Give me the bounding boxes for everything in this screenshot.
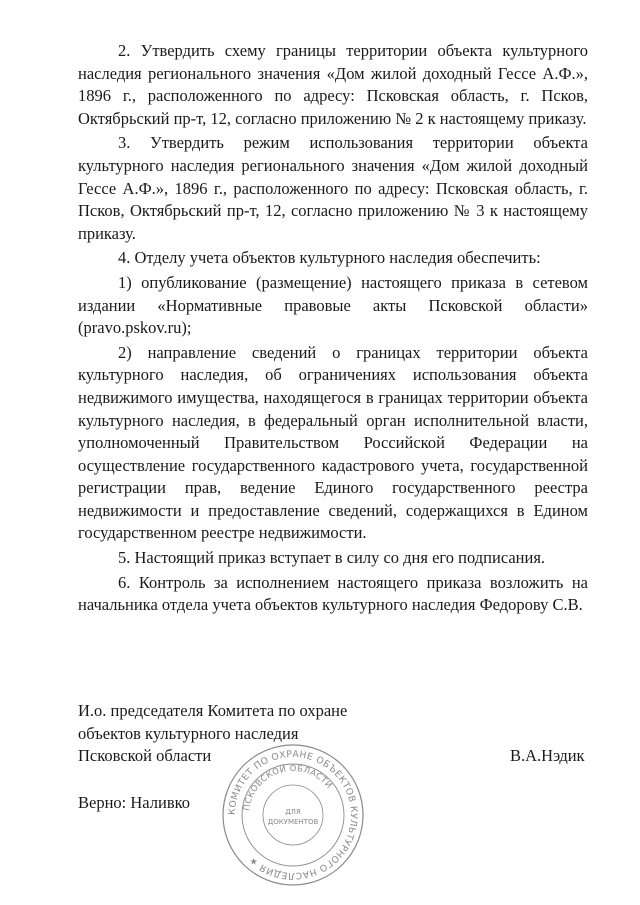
certified-copy-note: Верно: Наливко	[78, 793, 191, 812]
seal-center-line-2: ДОКУМЕНТОВ	[267, 818, 319, 826]
order-body	[78, 40, 588, 619]
paragraph-send-information: 2) направление сведений о границах территории объекта культурного наследия, об ограничениях использования объекта недвижимого имущества, находящегося в границах территории объекта культурного наследия, в федеральный орган исполнительной власти, уполномоченный Правительством Российской Федерации на осуществление государственного кадастрового учета, государственной регистрации прав, ведение Единого государственного реестра недвижимости и предоставление сведений, содержащихся в Едином государственном реестре недвижимости.	[78, 342, 588, 543]
signer-position-line-1: И.о. председателя Комитета по охране	[78, 701, 348, 720]
paragraph-control: 6. Контроль за исполнением настоящего приказа возложить на начальника отдела учета объектов культурного наследия Федорову С.В.	[78, 572, 588, 615]
seal-graphic	[218, 740, 368, 890]
seal-outer-text: КОМИТЕТ ПО ОХРАНЕ ОБЪЕКТОВ КУЛЬТУРНОГО НАСЛЕДИЯ ★	[226, 748, 360, 882]
signer-position-line-2: объектов культурного наследия	[78, 723, 299, 743]
signer-name: В.А.Нэдик	[510, 746, 585, 765]
paragraph-department-tasks: 4. Отделу учета объектов культурного наследия обеспечить:	[118, 248, 541, 268]
signer-position-line-3: Псковской области	[78, 746, 212, 766]
paragraph-publication: 1) опубликование (размещение) настоящего приказа в сетевом издании «Нормативные правовые акты Псковской области» (pravo.pskov.ru);	[78, 272, 588, 338]
seal-inner-text: ПСКОВСКОЙ ОБЛАСТИ	[241, 762, 335, 812]
paragraph-approve-boundary-scheme: 2. Утвердить схему границы территории объекта культурного наследия регионального значения «Дом жилой доходный Гессе А.Ф.», 1896 г., расположенного по адресу: Псковская область, г. Псков, Октябрьский пр-т, 12, согласно приложению № 2 к настоящему приказу.	[78, 41, 588, 128]
paragraph-effective-date: 5. Настоящий приказ вступает в силу со дня его подписания.	[118, 548, 546, 568]
official-seal-stamp	[218, 740, 368, 890]
seal-center-line-1: ДЛЯ	[285, 808, 301, 816]
paragraph-approve-usage-regime: 3. Утвердить режим использования территории объекта культурного наследия регионального значения «Дом жилой доходный Гессе А.Ф.», 1896 г., расположенного по адресу: Псковская область, г. Псков, Октябрьский пр-т, 12, согласно приложению № 3 к настоящему приказу.	[78, 133, 588, 243]
